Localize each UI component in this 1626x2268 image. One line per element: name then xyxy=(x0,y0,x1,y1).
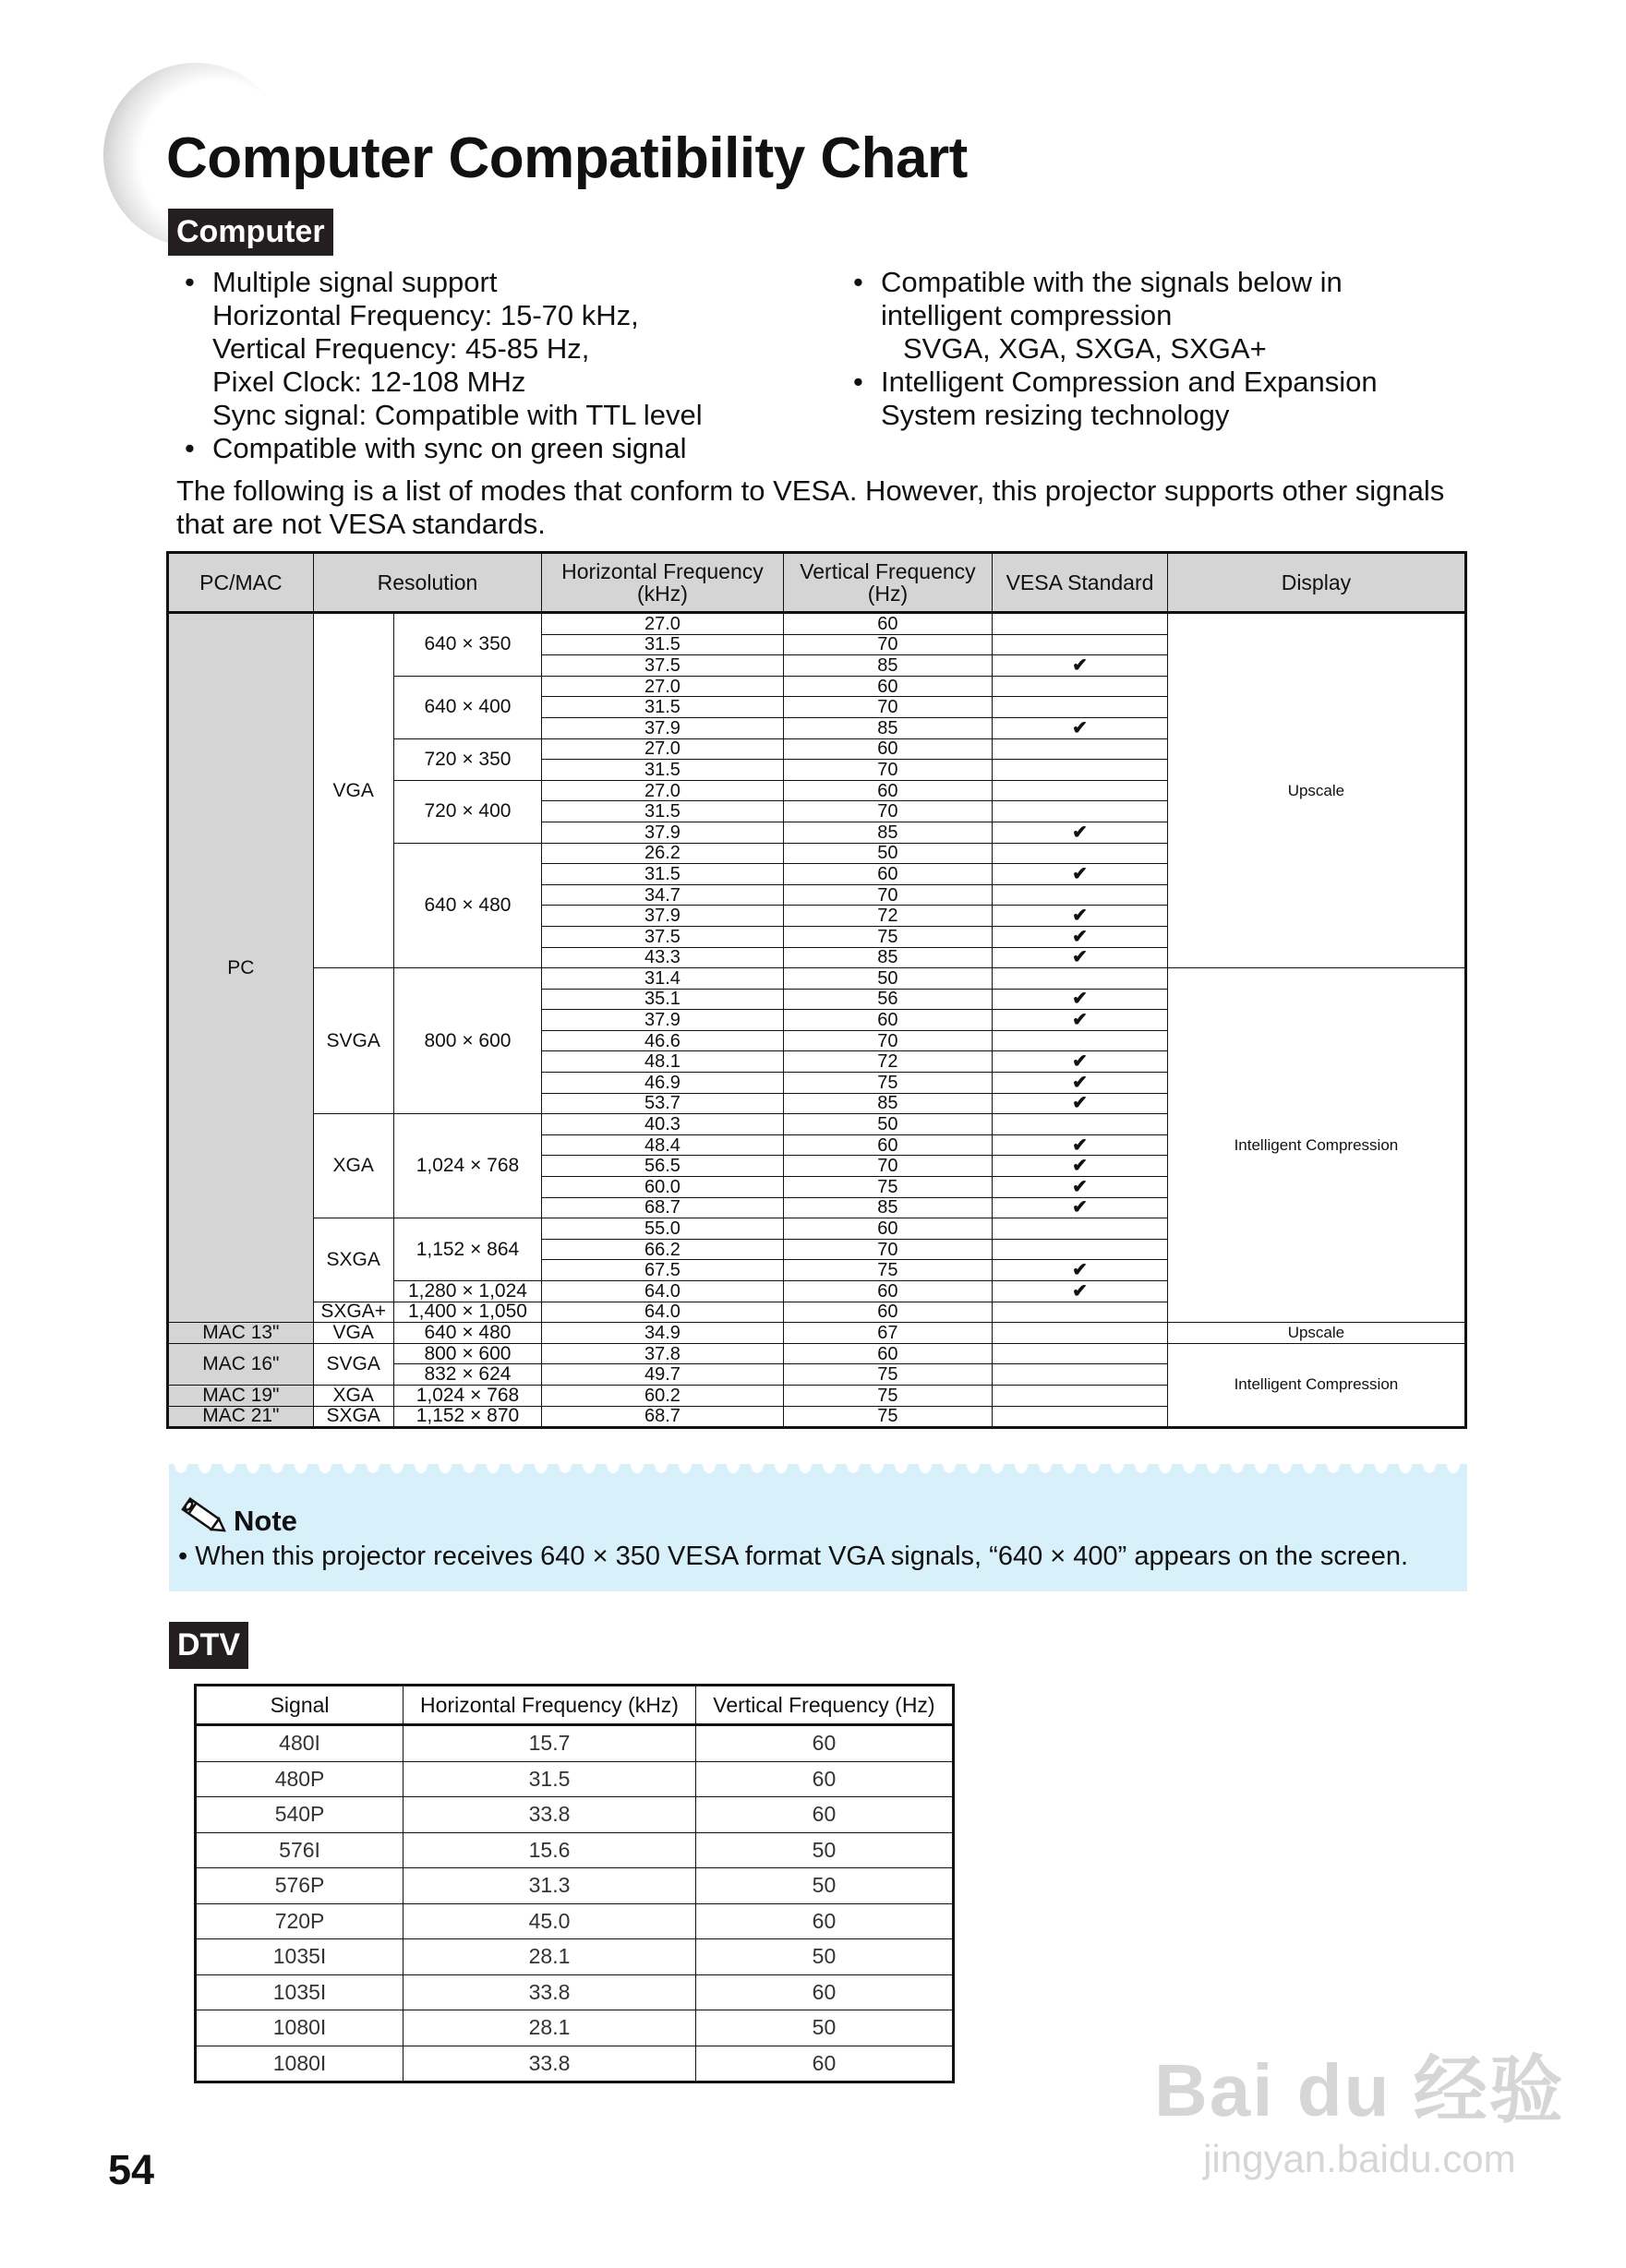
vesa-standard-cell xyxy=(993,801,1168,822)
display-mode-cell: Upscale xyxy=(1167,613,1465,968)
horizontal-frequency-cell: 31.5 xyxy=(542,634,783,655)
vesa-standard-cell: ✔ xyxy=(993,1093,1168,1114)
bullet-subtext: SVGA, XGA, SXGA, SXGA+ xyxy=(903,332,1267,365)
signal-cell: 1080I xyxy=(196,2010,403,2046)
horizontal-frequency-cell: 33.8 xyxy=(403,1797,696,1833)
pcmac-cell: MAC 16" xyxy=(168,1343,314,1385)
pcmac-cell: MAC 19" xyxy=(168,1385,314,1406)
vertical-frequency-cell: 50 xyxy=(695,2010,953,2046)
vertical-frequency-cell: 70 xyxy=(783,1156,993,1177)
horizontal-frequency-cell: 45.0 xyxy=(403,1903,696,1939)
table-row xyxy=(196,2046,954,2082)
vesa-standard-cell: ✔ xyxy=(993,655,1168,677)
horizontal-frequency-cell: 31.3 xyxy=(403,1868,696,1904)
vertical-frequency-cell: 50 xyxy=(783,1114,993,1135)
table-row xyxy=(196,1939,954,1975)
vesa-standard-cell xyxy=(993,1385,1168,1406)
table-row xyxy=(168,1343,1466,1364)
resolution-cell: 1,280 × 1,024 xyxy=(393,1281,542,1302)
signal-cell: 1035I xyxy=(196,1939,403,1975)
vertical-frequency-cell: 60 xyxy=(783,1010,993,1031)
horizontal-frequency-cell: 27.0 xyxy=(542,676,783,697)
vesa-standard-cell xyxy=(993,968,1168,990)
vesa-standard-cell xyxy=(993,1343,1168,1364)
vertical-frequency-cell: 60 xyxy=(783,1343,993,1364)
header-signal: Signal xyxy=(196,1686,403,1725)
horizontal-frequency-cell: 37.9 xyxy=(542,717,783,738)
horizontal-frequency-cell: 37.5 xyxy=(542,655,783,677)
left-bullet-list xyxy=(179,266,703,465)
vertical-frequency-cell: 60 xyxy=(783,738,993,760)
table-row xyxy=(196,1797,954,1833)
vertical-frequency-cell: 85 xyxy=(783,717,993,738)
resolution-cell: 1,024 × 768 xyxy=(393,1114,542,1218)
resolution-cell: 800 × 600 xyxy=(393,1343,542,1364)
vertical-frequency-cell: 50 xyxy=(695,1939,953,1975)
vesa-standard-cell xyxy=(993,697,1168,718)
table-row xyxy=(168,613,1466,635)
vesa-standard-cell xyxy=(993,1302,1168,1323)
table-row xyxy=(196,2010,954,2046)
vesa-standard-cell: ✔ xyxy=(993,1156,1168,1177)
signal-type-cell: VGA xyxy=(313,1323,393,1344)
horizontal-frequency-cell: 31.4 xyxy=(542,968,783,990)
resolution-cell: 720 × 400 xyxy=(393,780,542,843)
vesa-standard-cell xyxy=(993,1364,1168,1386)
computer-compatibility-table xyxy=(166,551,1467,1429)
vesa-standard-cell: ✔ xyxy=(993,822,1168,843)
horizontal-frequency-cell: 31.5 xyxy=(403,1761,696,1797)
vesa-standard-cell: ✔ xyxy=(993,947,1168,968)
vesa-standard-cell xyxy=(993,780,1168,801)
vertical-frequency-cell: 72 xyxy=(783,906,993,927)
horizontal-frequency-cell: 60.0 xyxy=(542,1177,783,1198)
vesa-standard-cell xyxy=(993,634,1168,655)
vertical-frequency-cell: 50 xyxy=(783,843,993,864)
watermark-line1: Bai du 经验 xyxy=(1154,2049,1565,2131)
display-mode-cell: Intelligent Compression xyxy=(1167,968,1465,1323)
vertical-frequency-cell: 60 xyxy=(695,1974,953,2010)
vesa-standard-cell: ✔ xyxy=(993,1177,1168,1198)
pcmac-cell: PC xyxy=(168,613,314,1323)
computer-section-label: Computer xyxy=(168,209,333,256)
horizontal-frequency-cell: 48.4 xyxy=(542,1134,783,1156)
horizontal-frequency-cell: 46.9 xyxy=(542,1073,783,1094)
vertical-frequency-cell: 60 xyxy=(695,1725,953,1762)
vertical-frequency-cell: 60 xyxy=(783,613,993,635)
vesa-standard-cell xyxy=(993,760,1168,781)
vesa-standard-cell: ✔ xyxy=(993,717,1168,738)
signal-type-cell: SVGA xyxy=(313,968,393,1114)
header-horizontal-frequency: Horizontal Frequency (kHz) xyxy=(542,553,783,613)
vertical-frequency-cell: 70 xyxy=(783,1239,993,1260)
table-row xyxy=(196,1832,954,1868)
horizontal-frequency-cell: 64.0 xyxy=(542,1281,783,1302)
vesa-standard-cell: ✔ xyxy=(993,989,1168,1010)
horizontal-frequency-cell: 37.9 xyxy=(542,822,783,843)
note-title: Note xyxy=(234,1505,297,1537)
vesa-standard-cell xyxy=(993,1406,1168,1428)
vesa-standard-cell: ✔ xyxy=(993,1197,1168,1218)
horizontal-frequency-cell: 33.8 xyxy=(403,2046,696,2082)
display-mode-cell: Intelligent Compression xyxy=(1167,1343,1465,1427)
vertical-frequency-cell: 85 xyxy=(783,1093,993,1114)
baidu-watermark-logo xyxy=(1154,2031,1565,2181)
horizontal-frequency-cell: 48.1 xyxy=(542,1051,783,1073)
horizontal-frequency-cell: 27.0 xyxy=(542,780,783,801)
bullet-item: • Intelligent Compression and Expansion xyxy=(848,366,1378,399)
horizontal-frequency-cell: 26.2 xyxy=(542,843,783,864)
signal-type-cell: SXGA xyxy=(313,1406,393,1428)
vertical-frequency-cell: 70 xyxy=(783,697,993,718)
vesa-standard-cell xyxy=(993,1239,1168,1260)
vesa-standard-cell: ✔ xyxy=(993,906,1168,927)
vesa-standard-cell: ✔ xyxy=(993,1134,1168,1156)
bullet-subtext: Vertical Frequency: 45-85 Hz, xyxy=(212,332,590,365)
signal-type-cell: XGA xyxy=(313,1385,393,1406)
vertical-frequency-cell: 60 xyxy=(783,1134,993,1156)
bullet-subtext: Pixel Clock: 12-108 MHz xyxy=(212,366,526,398)
note-text: • When this projector receives 640 × 350 VESA format VGA signals, “640 × 400” appears on the screen. xyxy=(178,1542,1409,1571)
signal-cell: 480I xyxy=(196,1725,403,1762)
vertical-frequency-cell: 75 xyxy=(783,1385,993,1406)
horizontal-frequency-cell: 55.0 xyxy=(542,1218,783,1240)
horizontal-frequency-cell: 37.5 xyxy=(542,926,783,947)
resolution-cell: 800 × 600 xyxy=(393,968,542,1114)
header-vertical-frequency: Vertical Frequency (Hz) xyxy=(695,1686,953,1725)
signal-cell: 1080I xyxy=(196,2046,403,2082)
horizontal-frequency-cell: 43.3 xyxy=(542,947,783,968)
horizontal-frequency-cell: 15.7 xyxy=(403,1725,696,1762)
vertical-frequency-cell: 70 xyxy=(783,801,993,822)
header-display: Display xyxy=(1167,553,1465,613)
horizontal-frequency-cell: 28.1 xyxy=(403,1939,696,1975)
vesa-standard-cell xyxy=(993,1114,1168,1135)
horizontal-frequency-cell: 31.5 xyxy=(542,760,783,781)
horizontal-frequency-cell: 40.3 xyxy=(542,1114,783,1135)
pcmac-cell: MAC 13" xyxy=(168,1323,314,1344)
horizontal-frequency-cell: 46.6 xyxy=(542,1030,783,1051)
vertical-frequency-cell: 70 xyxy=(783,884,993,906)
horizontal-frequency-cell: 37.9 xyxy=(542,1010,783,1031)
vertical-frequency-cell: 75 xyxy=(783,1406,993,1428)
vesa-standard-cell xyxy=(993,613,1168,635)
signal-type-cell: SXGA xyxy=(313,1218,393,1302)
vesa-standard-cell xyxy=(993,843,1168,864)
bullet-item: • Compatible with sync on green signal xyxy=(179,432,703,465)
vertical-frequency-cell: 75 xyxy=(783,1177,993,1198)
horizontal-frequency-cell: 27.0 xyxy=(542,738,783,760)
signal-cell: 576P xyxy=(196,1868,403,1904)
dtv-section-label: DTV xyxy=(169,1622,248,1669)
table-row xyxy=(168,968,1466,990)
resolution-cell: 832 × 624 xyxy=(393,1364,542,1386)
horizontal-frequency-cell: 27.0 xyxy=(542,613,783,635)
vertical-frequency-cell: 60 xyxy=(695,1761,953,1797)
horizontal-frequency-cell: 53.7 xyxy=(542,1093,783,1114)
horizontal-frequency-cell: 56.5 xyxy=(542,1156,783,1177)
signal-cell: 720P xyxy=(196,1903,403,1939)
horizontal-frequency-cell: 34.9 xyxy=(542,1323,783,1344)
resolution-cell: 720 × 350 xyxy=(393,738,542,780)
header-pcmac: PC/MAC xyxy=(168,553,314,613)
header-vertical-frequency: Vertical Frequency (Hz) xyxy=(783,553,993,613)
vesa-standard-cell: ✔ xyxy=(993,1073,1168,1094)
vertical-frequency-cell: 85 xyxy=(783,822,993,843)
vesa-standard-cell: ✔ xyxy=(993,1260,1168,1281)
vertical-frequency-cell: 85 xyxy=(783,1197,993,1218)
horizontal-frequency-cell: 68.7 xyxy=(542,1406,783,1428)
watermark-line2: jingyan.baidu.com xyxy=(1203,2137,1516,2180)
vertical-frequency-cell: 60 xyxy=(783,780,993,801)
pencil-icon xyxy=(178,1497,230,1545)
horizontal-frequency-cell: 28.1 xyxy=(403,2010,696,2046)
signal-cell: 576I xyxy=(196,1832,403,1868)
horizontal-frequency-cell: 37.8 xyxy=(542,1343,783,1364)
vertical-frequency-cell: 50 xyxy=(695,1832,953,1868)
bullet-subtext: Horizontal Frequency: 15-70 kHz, xyxy=(212,299,639,331)
vertical-frequency-cell: 85 xyxy=(783,947,993,968)
header-resolution: Resolution xyxy=(313,553,542,613)
table-row xyxy=(196,1725,954,1762)
note-box xyxy=(169,1464,1467,1591)
bullet-item: • Multiple signal support xyxy=(179,266,703,299)
vesa-standard-cell: ✔ xyxy=(993,1010,1168,1031)
resolution-cell: 640 × 480 xyxy=(393,843,542,968)
vertical-frequency-cell: 70 xyxy=(783,1030,993,1051)
vertical-frequency-cell: 67 xyxy=(783,1323,993,1344)
vertical-frequency-cell: 60 xyxy=(783,864,993,885)
horizontal-frequency-cell: 37.9 xyxy=(542,906,783,927)
bullet-subtext: intelligent compression xyxy=(881,299,1173,331)
table-header-row xyxy=(196,1686,954,1725)
resolution-cell: 1,152 × 864 xyxy=(393,1218,542,1281)
header-vesa-standard: VESA Standard xyxy=(993,553,1168,613)
horizontal-frequency-cell: 64.0 xyxy=(542,1302,783,1323)
horizontal-frequency-cell: 33.8 xyxy=(403,1974,696,2010)
vertical-frequency-cell: 60 xyxy=(783,676,993,697)
display-mode-cell: Upscale xyxy=(1167,1323,1465,1344)
vesa-standard-cell xyxy=(993,1030,1168,1051)
horizontal-frequency-cell: 15.6 xyxy=(403,1832,696,1868)
vertical-frequency-cell: 75 xyxy=(783,1260,993,1281)
right-bullet-list xyxy=(848,266,1378,432)
table-row xyxy=(196,1974,954,2010)
scalloped-edge xyxy=(169,1464,1467,1479)
table-row xyxy=(196,1868,954,1904)
resolution-cell: 1,400 × 1,050 xyxy=(393,1302,542,1323)
vesa-standard-cell xyxy=(993,884,1168,906)
resolution-cell: 640 × 480 xyxy=(393,1323,542,1344)
vertical-frequency-cell: 60 xyxy=(783,1218,993,1240)
horizontal-frequency-cell: 31.5 xyxy=(542,801,783,822)
signal-type-cell: XGA xyxy=(313,1114,393,1218)
table-row xyxy=(168,1323,1466,1344)
vertical-frequency-cell: 60 xyxy=(695,1903,953,1939)
horizontal-frequency-cell: 31.5 xyxy=(542,864,783,885)
vesa-standard-cell xyxy=(993,738,1168,760)
horizontal-frequency-cell: 31.5 xyxy=(542,697,783,718)
vertical-frequency-cell: 85 xyxy=(783,655,993,677)
vertical-frequency-cell: 56 xyxy=(783,989,993,1010)
table-row xyxy=(196,1903,954,1939)
vertical-frequency-cell: 60 xyxy=(783,1281,993,1302)
horizontal-frequency-cell: 68.7 xyxy=(542,1197,783,1218)
vertical-frequency-cell: 60 xyxy=(695,2046,953,2082)
vertical-frequency-cell: 50 xyxy=(695,1868,953,1904)
vesa-standard-cell: ✔ xyxy=(993,926,1168,947)
vesa-standard-cell: ✔ xyxy=(993,864,1168,885)
vertical-frequency-cell: 72 xyxy=(783,1051,993,1073)
page-number: 54 xyxy=(108,2146,155,2193)
header-horizontal-frequency: Horizontal Frequency (kHz) xyxy=(403,1686,696,1725)
bullet-subtext: Sync signal: Compatible with TTL level xyxy=(212,399,703,431)
signal-cell: 1035I xyxy=(196,1974,403,2010)
vesa-standard-cell xyxy=(993,676,1168,697)
resolution-cell: 1,152 × 870 xyxy=(393,1406,542,1428)
horizontal-frequency-cell: 35.1 xyxy=(542,989,783,1010)
signal-type-cell: SVGA xyxy=(313,1343,393,1385)
vertical-frequency-cell: 75 xyxy=(783,1364,993,1386)
signal-cell: 480P xyxy=(196,1761,403,1797)
vesa-standard-cell: ✔ xyxy=(993,1281,1168,1302)
signal-type-cell: SXGA+ xyxy=(313,1302,393,1323)
vesa-standard-cell xyxy=(993,1218,1168,1240)
horizontal-frequency-cell: 34.7 xyxy=(542,884,783,906)
table-header-row xyxy=(168,553,1466,613)
note-heading xyxy=(178,1497,297,1545)
vesa-standard-cell: ✔ xyxy=(993,1051,1168,1073)
vertical-frequency-cell: 75 xyxy=(783,1073,993,1094)
vertical-frequency-cell: 75 xyxy=(783,926,993,947)
resolution-cell: 1,024 × 768 xyxy=(393,1385,542,1406)
vertical-frequency-cell: 50 xyxy=(783,968,993,990)
horizontal-frequency-cell: 49.7 xyxy=(542,1364,783,1386)
page-title: Computer Compatibility Chart xyxy=(166,126,968,190)
vertical-frequency-cell: 60 xyxy=(695,1797,953,1833)
vertical-frequency-cell: 70 xyxy=(783,634,993,655)
resolution-cell: 640 × 350 xyxy=(393,613,542,677)
pcmac-cell: MAC 21" xyxy=(168,1406,314,1428)
signal-cell: 540P xyxy=(196,1797,403,1833)
vesa-standard-cell xyxy=(993,1323,1168,1344)
intro-paragraph: The following is a list of modes that conform to VESA. However, this projector supports other signals that are not VESA standards. xyxy=(176,474,1445,540)
horizontal-frequency-cell: 66.2 xyxy=(542,1239,783,1260)
vertical-frequency-cell: 70 xyxy=(783,760,993,781)
bullet-subtext: System resizing technology xyxy=(881,399,1230,431)
vertical-frequency-cell: 60 xyxy=(783,1302,993,1323)
signal-type-cell: VGA xyxy=(313,613,393,968)
table-row xyxy=(196,1761,954,1797)
horizontal-frequency-cell: 60.2 xyxy=(542,1385,783,1406)
bullet-item: • Compatible with the signals below in xyxy=(848,266,1378,299)
horizontal-frequency-cell: 67.5 xyxy=(542,1260,783,1281)
resolution-cell: 640 × 400 xyxy=(393,676,542,738)
dtv-table xyxy=(194,1684,955,2083)
